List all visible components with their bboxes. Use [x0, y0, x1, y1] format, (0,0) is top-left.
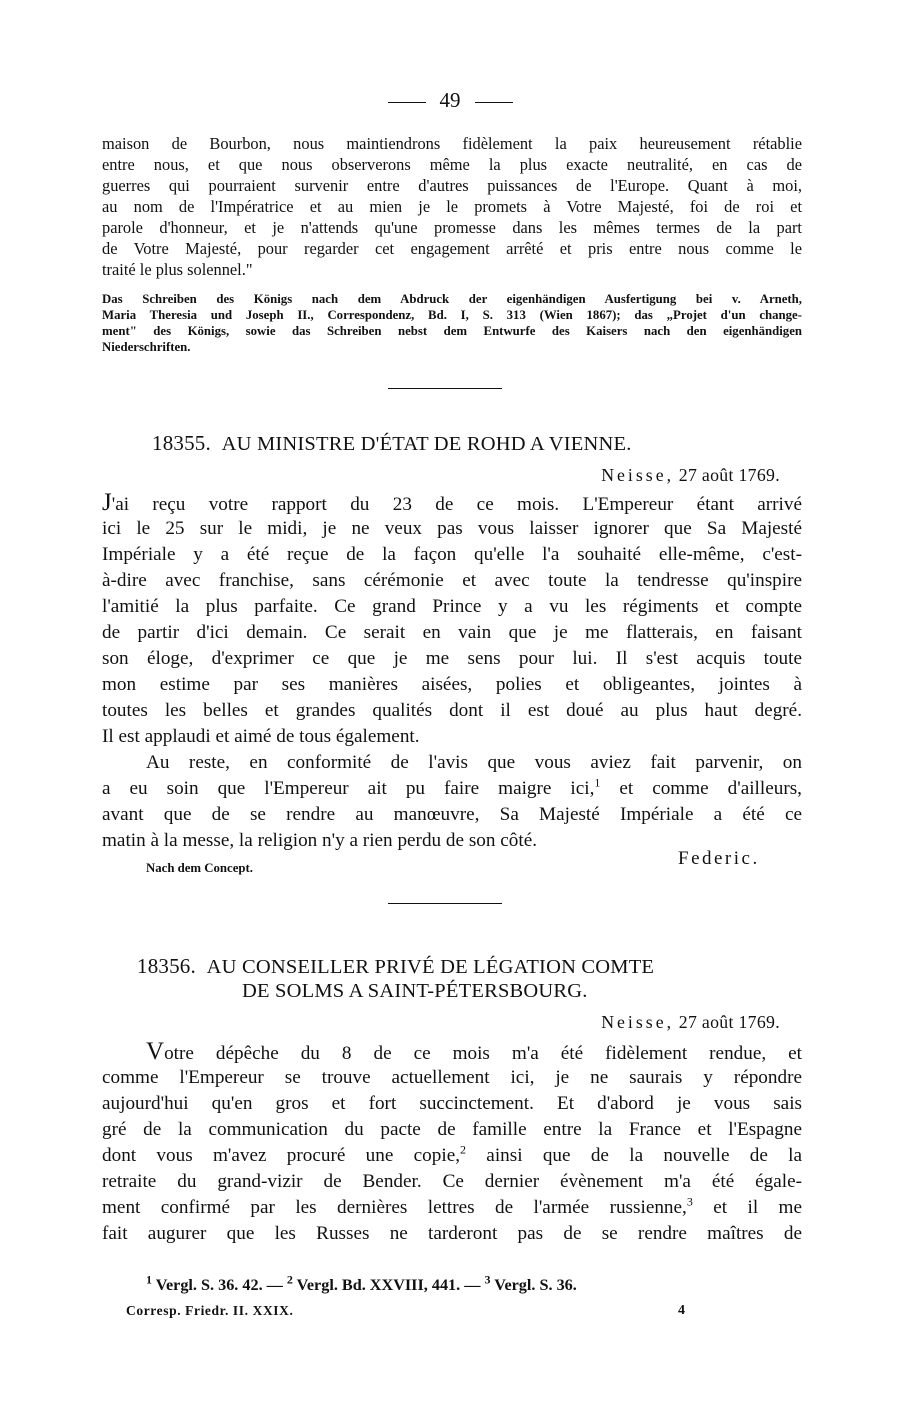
page-number-text: 49 [439, 88, 461, 112]
text-line: Il est applaudi et aimé de tous également. [102, 726, 420, 747]
footnote-ref: 3 [686, 1194, 693, 1209]
footnote-ref: 2 [460, 1142, 467, 1157]
sheet-number: 4 [678, 1303, 685, 1318]
text-line: Impériale y a été reçue de la façon qu'elle l'a souhaité elle-même, c'est- [102, 544, 802, 565]
footnote-mark: 1 [146, 1272, 152, 1287]
text-line: son éloge, d'exprimer ce que je me sens pour lui. Il s'est acquis toute [102, 648, 802, 669]
letter-title: AU MINISTRE D'ÉTAT DE ROHD A VIENNE. [221, 433, 632, 455]
initial-letter: J [102, 489, 112, 516]
note-line: ment" des Königs, sowie das Schreiben nebst dem Entwurfe des Kaisers nach den eigenhändigen [102, 324, 802, 338]
note-line: Niederschriften. [102, 340, 191, 354]
text-span: dont vous m'avez procuré une copie, [102, 1145, 461, 1166]
dateline-date: 27 août 1769. [678, 1012, 780, 1032]
dateline-place: Neisse, [601, 465, 675, 485]
text-span: otre dépêche du 8 de ce mois m'a été fidèlement rendue, et [164, 1043, 802, 1064]
text-line: comme l'Empereur se trouve actuellement ici, je ne saurais y répondre [102, 1067, 802, 1088]
text-line: gré de la communication du pacte de famille entre la France et l'Espagne [102, 1119, 802, 1140]
text-line: au nom de l'Impératrice et au mien je le promets à Votre Majesté, foi de roi et [102, 197, 802, 216]
note-line: Das Schreiben des Königs nach dem Abdruck der eigenhändigen Ausfertigung bei v. Arneth, [102, 292, 802, 306]
letter-title-line-1: AU CONSEILLER PRIVÉ DE LÉGATION COMTE [206, 956, 655, 978]
footnote-mark: 2 [286, 1272, 293, 1287]
page-number-dash-left [388, 102, 426, 103]
page-number-dash-right [475, 102, 513, 103]
text-line: avant que de se rendre au manœuvre, Sa Majesté Impériale a été ce [102, 804, 802, 825]
text-line [102, 490, 802, 518]
text-line: matin à la messe, la religion n'y a rien perdu de son côté. [102, 830, 538, 851]
running-foot: Corresp. Friedr. II. XXIX. [126, 1303, 294, 1318]
text-line: fait augurer que les Russes ne tarderont pas de se rendre maîtres de [102, 1223, 802, 1244]
initial-letter: V [146, 1038, 165, 1065]
letter-heading [152, 431, 632, 456]
letter-heading [137, 954, 654, 979]
footnotes [146, 1272, 577, 1295]
footnote-ref: 1 [594, 775, 601, 790]
text-line: l'amitié la plus parfaite. Ce grand Prince y a vu les régiments et compte [102, 596, 802, 617]
text-line: de Votre Majesté, pour regarder cet engagement arrêté et pris entre nous comme le [102, 239, 802, 258]
footnote-text: Vergl. Bd. XXVIII, 441. — [292, 1276, 485, 1294]
text-line: à-dire avec franchise, sans cérémonie et avec toute la tendresse qu'inspire [102, 570, 802, 591]
section-divider [388, 388, 502, 389]
text-line: mon estime par ses manières aisées, polies et obligeantes, jointes à [102, 674, 802, 695]
text-line [102, 1195, 802, 1221]
text-line [102, 776, 802, 802]
text-span: et il me [692, 1197, 802, 1218]
text-line: traité le plus solennel." [102, 260, 253, 279]
text-line: parole d'honneur, et je n'attends qu'une promesse dans les mêmes termes de la part [102, 218, 802, 237]
page-number [0, 88, 900, 113]
text-line: aujourd'hui qu'en gros et fort succinctement. Et d'abord je vous sais [102, 1093, 802, 1114]
text-line [146, 1039, 802, 1067]
footnote-text: Vergl. S. 36. [490, 1276, 577, 1294]
letter-title-line-2: DE SOLMS A SAINT-PÉTERSBOURG. [242, 980, 588, 1002]
section-divider [388, 903, 502, 904]
text-line: toutes les belles et grandes qualités dont il est doué au plus haut degré. [102, 700, 802, 721]
text-span: 'ai reçu votre rapport du 23 de ce mois. L'Empereur étant arrivé [111, 494, 802, 515]
text-line: entre nous, et que nous observerons même la plus exacte neutralité, en cas de [102, 155, 802, 174]
footnote-mark: 3 [484, 1272, 491, 1287]
text-span: ainsi que de la nouvelle de la [466, 1145, 803, 1166]
dateline [601, 465, 780, 486]
letter-heading-continued [242, 980, 588, 1003]
dateline-date: 27 août 1769. [678, 465, 780, 485]
text-line [102, 1143, 802, 1169]
text-line: ici le 25 sur le midi, je ne veux pas vous laisser ignorer que Sa Majesté [102, 518, 802, 539]
dateline-place: Neisse, [601, 1012, 675, 1032]
text-line: retraite du grand-vizir de Bender. Ce dernier évènement m'a été égale- [102, 1171, 802, 1192]
signature: Federic. [678, 848, 760, 869]
text-span: a eu soin que l'Empereur ait pu faire maigre ici, [102, 778, 595, 799]
text-line: maison de Bourbon, nous maintiendrons fidèlement la paix heureusement rétablie [102, 134, 802, 153]
note-line: Maria Theresia und Joseph II., Correspondenz, Bd. I, S. 313 (Wien 1867); das „Projet d'un change- [102, 308, 802, 322]
text-line: guerres qui pourraient survenir entre d'autres puissances de l'Europe. Quant à moi, [102, 176, 802, 195]
footnote-text: Vergl. S. 36. 42. — [152, 1276, 287, 1294]
text-line: de partir d'ici demain. Ce serait en vain que je me flatterais, en faisant [102, 622, 802, 643]
text-span: et comme d'ailleurs, [600, 778, 802, 799]
letter-number: 18355. [152, 431, 211, 455]
text-line: Au reste, en conformité de l'avis que vous aviez fait parvenir, on [146, 752, 802, 773]
letter-number: 18356. [137, 954, 196, 978]
dateline [601, 1012, 780, 1033]
text-span: ment confirmé par les dernières lettres de l'armée russienne, [102, 1197, 687, 1218]
source-attribution: Nach dem Concept. [146, 861, 253, 875]
